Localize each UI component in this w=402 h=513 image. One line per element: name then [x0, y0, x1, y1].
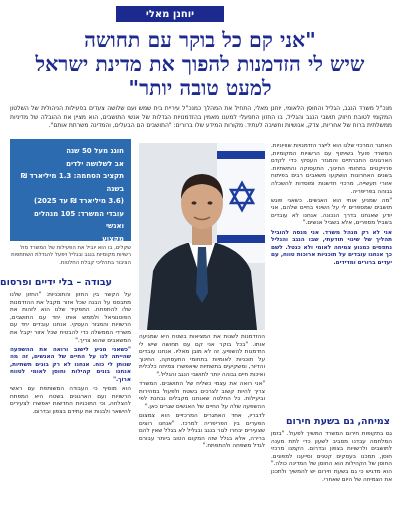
- headline-line-1: "אני קם כל בוקר עם תחושה: [84, 28, 316, 52]
- subhead-work: עבודה – בלי ידיים ופרסום: [0, 277, 112, 288]
- column-left: [10, 292, 131, 418]
- column-paragraph: "מה שמניע אותי הוא האנשים. כשאני פוגש תושבים שמספרים לי על השינוי בחיים שלהם, אני יודע שאנחנו בדרך הנכונה. אנחנו לא עובדים בשביל מספרים, אלא בשביל אנשים.": [271, 197, 392, 227]
- fact-line: מקצוע: [102, 234, 124, 243]
- column-bottom-right: [271, 431, 392, 486]
- fact-line: עובדי המשרד: 105 מנהלים ואנשי: [34, 209, 124, 230]
- headline: [10, 28, 390, 100]
- fact-line: (3.6 מיליארד ₪ עד 2025): [33, 197, 124, 205]
- fact-line: תקציב הסחמה: 1.3 מיליארד ₪ בשנה: [20, 172, 124, 193]
- headline-line-3: למעט טובה יותר": [128, 76, 272, 100]
- fact-line: חוגג מעל 50 שנה: [66, 147, 124, 155]
- subhead-growth: צמיחה, גם בשעת חירום: [285, 416, 390, 427]
- lead-paragraph: מנכ"ל משרד הנגב, הגליל והחוסן הלאומי, יוחנן מאלי, התחיל את המהלך כמנכ"ל עיריית בית שמש ועם שלושה צעדים בפעילות הניהולית של השלטון המקומי לטובת חיזוק תושבי הנגב והגליל, בו החזון התפעלי למענו מאמין בהזדמנויות הגדלות של אנשי התושבים, הוא מציין את ההובלה של מדיניות ממשלתית ברוח של אחריות, צדק, אנושיות וחשיבה לעתיד. מקורות המידע שלו ברורים: "התושבים הם הבעלים, והמדינה משרתת אותם".: [10, 105, 392, 130]
- column-paragraph: "אני רואה את עצמי כשליח של התושבים. המשרד צריך להיות קשוב לצרכים בשטח ולפעול במהירות וביעילות. כל החלטה שאנחנו מקבלים נבחנת לפי ההשפעה שלה על החיים של האנשים שגרים כאן.": [139, 381, 265, 410]
- portrait-photo: [139, 143, 265, 330]
- column-paragraph: ההזדמנות לשנות את המציאות בשטח היא שמניעה אותו. "בכל בוקר אני קם עם תחושה שיש לי הזדמנות להשפיע. זה לא מובן מאליו. אנחנו עובדים על תוכניות לאומיות בתחומי התעסוקה, החינוך והדיור, ומשקיעים בתשתיות שיאפשרו צמיחה כלכלית ואיכות חיים גבוהה יותר לתושבי הנגב והגליל.": [139, 334, 265, 378]
- column-right: [271, 143, 392, 269]
- column-paragraph: האתגר המרכזי שלנו הוא לייצר הזדמנויות שוויוניות. המשרד פועל בשיתוף עם הרשויות המקומיות, הארגונים החברתיים והמגזר העסקי כדי לקדם פרויקטים בתחומי החינוך, התעסוקה והתשתיות. בשנים האחרונות הושקעו משאבים רבים בפיתוח אזורי תעשייה, מרכזי חדשנות ומוסדות להשכלה גבוהה בפריפריה.: [271, 143, 392, 195]
- column-paragraph: הוא מוסיף כי העבודה המשותפת עם ראשי הרשויות ועם הארגונים בשטח היא המפתח להצלחה, וכי התוכניות החדשות יאפשרו לצעירים להישאר ולבנות את עתידם בצפון ובדרום.: [10, 386, 131, 415]
- column-paragraph: על הקשר בין החזון והתוכניות: "החזון שלנו מתבסס על הבנה שכל אזור מקבל את ההזדמנות שלו להתפתח. התפקיד שלנו הוא לזהות את הפוטנציאל ולממש אותו יחד עם התושבים, הרשויות והמגזר העסקי. אנחנו עובדים יחד עם משרדי הממשלה כדי להבטיח שכל אזור יקבל את המשאבים שהוא צריך.": [10, 292, 131, 344]
- column-quote: "כשאני מגיע לישוב ורואה את ההשפעה שהייתה לנו על החיים של האנשים, זה מה שנותן לי כוח. אנחנו לא רק בונים תשתיות, אנחנו בונים קהילות וחוסן לאומי לטווח ארוך.": [10, 346, 131, 384]
- bio-text: שקלים, בו הוא יוביל את הפעילות של המשרד מול רשויות מקומיות בנגב ובגליל ויפעל להגדלת השתתפות הציבור בתהליכי קבלת החלטות.: [11, 245, 131, 266]
- column-quote: אני לא רק מנהל משרד. אני מנסה להוביל תהליך של שינוי תודעתי, שבו הנגב והגליל נתפסים כמנוע צמיחה לאומי ולא כנטל. לשם כך אנחנו עובדים על תוכניות ארוכות טווח, עם יעדים ברורים ומדידים.: [271, 229, 392, 266]
- headline-line-2: שיש לי הזדמנות להפוך את מדינת ישראל: [35, 52, 365, 76]
- portrait-illustration: [139, 143, 265, 330]
- author-name-bar: יוחנן מאלי: [116, 6, 224, 22]
- column-paragraph: גם בתקופות חירום המשרד המשיך לפעול. "בזמן המלחמה עבדנו מסביב לשעון כדי לתת מענה לתושבים ולרשויות בצפון ובדרום. הקמנו מרכזי חוסן, תמכנו בעסקים קטנים וסייענו למפונים. החוסן של הקהילות הוא החוסן של המדינה כולה." הוא מדגיש כי גם בשעת חירום יש להמשיך ולתכנן את הצמיחה של היום שאחרי.: [271, 431, 392, 483]
- column-middle: [139, 334, 265, 452]
- fact-box: [10, 139, 131, 241]
- fact-line: אב לשלושה ילדים: [66, 159, 124, 168]
- column-paragraph: לדבריו, אחד האתגרים המרכזיים הוא צמצום הפערים בין הפריפריה למרכז. "אנחנו רוצים שצעירים יבחרו לגור בנגב ובגליל לא בגלל שאין להם ברירה, אלא בגלל שזה המקום הטוב ביותר עבורם לגדל משפחה ולהתפתח.": [139, 412, 265, 450]
